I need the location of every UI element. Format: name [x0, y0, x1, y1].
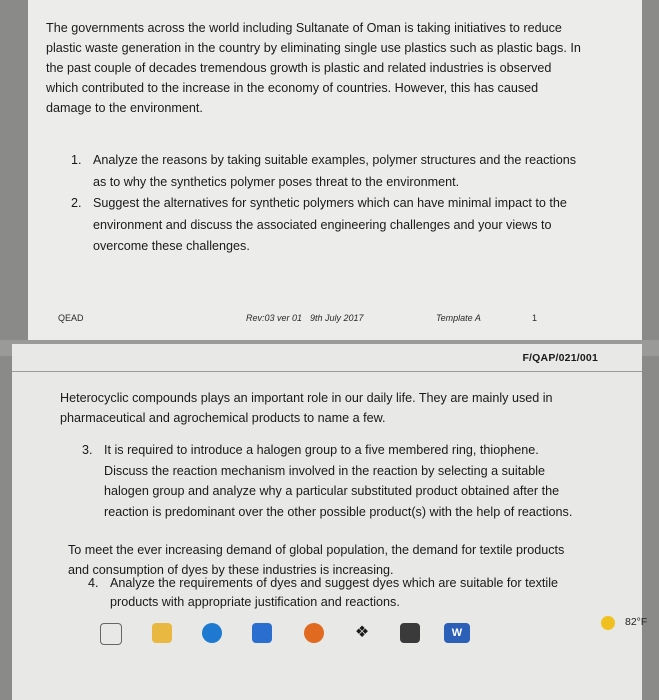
question-list-1 — [71, 150, 581, 258]
word-icon[interactable]: W — [444, 623, 470, 643]
question-text: It is required to introduce a halogen group to a five membered ring, thiophene. Discuss the reaction mechanism involved in the reaction by selecting a suitable halogen group and analyze why a particular substituted product obtained after the reaction is predominant over the other possible product(s) with the help of reactions. — [104, 443, 573, 519]
page-footer — [28, 306, 642, 332]
heterocyclic-paragraph: Heterocyclic compounds plays an important role in our daily life. They are mainly used in pharmaceutical and agrochemical products to name a few. — [60, 391, 553, 425]
question-text: Suggest the alternatives for synthetic polymers which can have minimal impact to the environment and discuss the associated engineering challenges and your views to overcome these challenges. — [93, 196, 567, 253]
sun-icon — [601, 616, 615, 630]
question-number: 3. — [82, 443, 93, 457]
question-number: 1. — [71, 153, 82, 167]
question-text: Analyze the requirements of dyes and suggest dyes which are suitable for textile products with appropriate justification and reactions. — [110, 576, 559, 609]
question-list-2 — [82, 440, 582, 522]
taskbar — [84, 617, 484, 647]
document-page-1 — [28, 0, 642, 340]
firefox-icon[interactable] — [304, 623, 324, 643]
footer-revision: Rev:03 ver 01 — [246, 313, 303, 323]
textile-paragraph: To meet the ever increasing demand of global population, the demand for textile products and consumption of dyes by these industries is increasing. — [68, 543, 565, 577]
question-list-3 — [88, 574, 578, 612]
question-text: Analyze the reasons by taking suitable examples, polymer structures and the reactions as to why the synthetics polymer poses threat to the environment. — [93, 153, 577, 189]
document-reference: F/QAP/021/001 — [522, 352, 598, 364]
mail-icon[interactable] — [252, 623, 272, 643]
footer-date: 9th July 2017 — [310, 313, 364, 323]
task-view-icon[interactable] — [100, 623, 122, 645]
header-divider — [12, 371, 642, 372]
footer-template: Template A — [436, 313, 481, 323]
temperature: 82°F — [625, 616, 648, 628]
question-number: 4. — [88, 576, 99, 590]
question-2 — [71, 193, 581, 258]
question-number: 2. — [71, 196, 82, 210]
question-1 — [71, 150, 581, 193]
dropbox-icon[interactable]: ❖ — [354, 624, 370, 641]
weather-widget[interactable] — [601, 612, 659, 636]
footer-org: QEAD — [58, 313, 84, 323]
store-icon[interactable] — [400, 623, 420, 643]
file-explorer-icon[interactable] — [152, 623, 172, 643]
question-3 — [82, 440, 582, 522]
edge-icon[interactable] — [202, 623, 222, 643]
footer-page-number: 1 — [532, 313, 538, 323]
question-4 — [88, 574, 578, 612]
intro-paragraph: The governments across the world including Sultanate of Oman is taking initiatives to reduce plastic waste generation in the country by eliminating single use plastics such as plastic bags. In the past couple of decades tremendous growth is plastic and related industries is observed which contributed to the increase in the economy of countries. However, this has caused damage to the environment. — [46, 21, 581, 115]
